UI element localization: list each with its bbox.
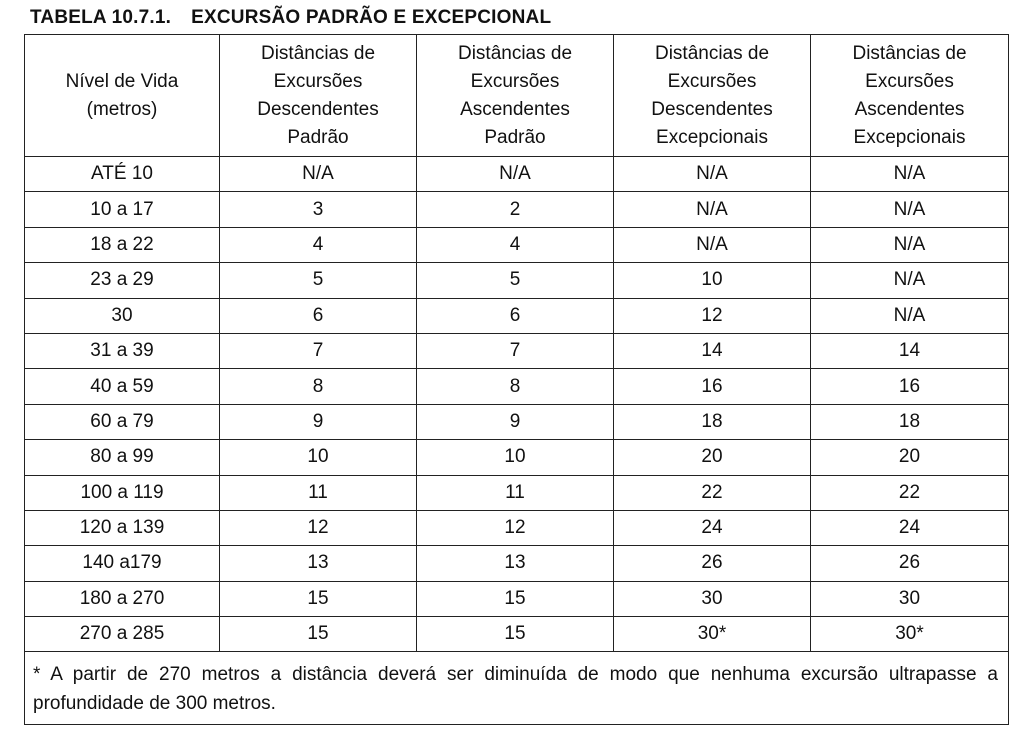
value-cell: 22 [811, 475, 1009, 510]
footnote-row [25, 652, 1009, 725]
value-cell: 5 [220, 263, 417, 298]
column-header-5 [811, 35, 1009, 157]
value-cell: 16 [614, 369, 811, 404]
column-header-line: (metros) [86, 98, 158, 120]
table-footer [25, 652, 1009, 725]
value-cell: 6 [417, 298, 614, 333]
value-cell: 20 [811, 440, 1009, 475]
table-row [25, 404, 1009, 439]
table-title [30, 7, 551, 29]
value-cell: 8 [417, 369, 614, 404]
table-body [25, 157, 1009, 652]
value-cell: 7 [220, 333, 417, 368]
value-cell: 20 [614, 440, 811, 475]
value-cell: 14 [614, 333, 811, 368]
column-header-1 [25, 35, 220, 157]
value-cell: N/A [614, 227, 811, 262]
table-row [25, 510, 1009, 545]
table-row [25, 192, 1009, 227]
level-cell: ATÉ 10 [25, 157, 220, 192]
level-cell: 10 a 17 [25, 192, 220, 227]
value-cell: 26 [614, 546, 811, 581]
column-header-2 [220, 35, 417, 157]
column-header-line: Excepcionais [853, 126, 966, 148]
value-cell: 5 [417, 263, 614, 298]
value-cell: 3 [220, 192, 417, 227]
value-cell: 10 [614, 263, 811, 298]
table-row [25, 333, 1009, 368]
value-cell: N/A [811, 227, 1009, 262]
value-cell: 30 [614, 581, 811, 616]
table-row [25, 263, 1009, 298]
value-cell: 7 [417, 333, 614, 368]
level-cell: 40 a 59 [25, 369, 220, 404]
table-title-text: EXCURSÃO PADRÃO E EXCEPCIONAL [191, 7, 552, 28]
value-cell: 26 [811, 546, 1009, 581]
table-row [25, 617, 1009, 652]
value-cell: 18 [614, 404, 811, 439]
column-header-3 [417, 35, 614, 157]
value-cell: 16 [811, 369, 1009, 404]
table-row [25, 369, 1009, 404]
table-row [25, 475, 1009, 510]
column-header-line: Excursões [273, 70, 363, 92]
column-header-line: Padrão [287, 126, 349, 148]
column-header-line: Ascendentes [460, 98, 570, 120]
table-row [25, 440, 1009, 475]
value-cell: N/A [614, 192, 811, 227]
level-cell: 80 a 99 [25, 440, 220, 475]
value-cell: N/A [417, 157, 614, 192]
level-cell: 270 a 285 [25, 617, 220, 652]
value-cell: 15 [220, 581, 417, 616]
header-row [25, 35, 1009, 157]
table-row [25, 546, 1009, 581]
excursion-table [24, 34, 1009, 725]
value-cell: 4 [220, 227, 417, 262]
level-cell: 100 a 119 [25, 475, 220, 510]
column-header-line: Nível de Vida [65, 70, 179, 92]
value-cell: N/A [811, 192, 1009, 227]
value-cell: N/A [811, 157, 1009, 192]
column-header-line: Excursões [470, 70, 560, 92]
table-row [25, 298, 1009, 333]
table-footnote: * A partir de 270 metros a distância deverá ser diminuída de modo que nenhuma excursão ultrapasse a profundidade de 300 metros. [25, 652, 1009, 725]
value-cell: 9 [220, 404, 417, 439]
table-row [25, 581, 1009, 616]
column-header-line: Excursões [667, 70, 757, 92]
column-header-line: Ascendentes [854, 98, 965, 120]
value-cell: 12 [614, 298, 811, 333]
level-cell: 30 [25, 298, 220, 333]
level-cell: 23 a 29 [25, 263, 220, 298]
table-row [25, 157, 1009, 192]
value-cell: 13 [417, 546, 614, 581]
level-cell: 140 a179 [25, 546, 220, 581]
value-cell: 15 [220, 617, 417, 652]
column-header-line: Distâncias de [457, 42, 573, 64]
value-cell: 14 [811, 333, 1009, 368]
value-cell: N/A [220, 157, 417, 192]
level-cell: 60 a 79 [25, 404, 220, 439]
value-cell: 11 [417, 475, 614, 510]
column-header-line: Distâncias de [654, 42, 770, 64]
value-cell: 2 [417, 192, 614, 227]
column-header-line: Excepcionais [656, 126, 768, 148]
value-cell: 6 [220, 298, 417, 333]
value-cell: 22 [614, 475, 811, 510]
level-cell: 120 a 139 [25, 510, 220, 545]
value-cell: 8 [220, 369, 417, 404]
value-cell: 12 [220, 510, 417, 545]
column-header-line: Distâncias de [852, 42, 967, 64]
value-cell: 24 [811, 510, 1009, 545]
value-cell: 10 [417, 440, 614, 475]
column-header-4 [614, 35, 811, 157]
column-header-line: Distâncias de [260, 42, 376, 64]
level-cell: 180 a 270 [25, 581, 220, 616]
value-cell: 11 [220, 475, 417, 510]
value-cell: 24 [614, 510, 811, 545]
value-cell: N/A [811, 263, 1009, 298]
value-cell: 30* [614, 617, 811, 652]
value-cell: 15 [417, 617, 614, 652]
table-number: TABELA 10.7.1. [30, 7, 172, 28]
level-cell: 31 a 39 [25, 333, 220, 368]
column-header-line: Descendentes [257, 98, 379, 120]
value-cell: 12 [417, 510, 614, 545]
value-cell: 30 [811, 581, 1009, 616]
value-cell: 18 [811, 404, 1009, 439]
table-header [25, 35, 1009, 157]
level-cell: 18 a 22 [25, 227, 220, 262]
table-row [25, 227, 1009, 262]
value-cell: 13 [220, 546, 417, 581]
column-header-line: Padrão [484, 126, 546, 148]
column-header-line: Descendentes [651, 98, 773, 120]
column-header-line: Excursões [865, 70, 954, 92]
value-cell: 9 [417, 404, 614, 439]
value-cell: 30* [811, 617, 1009, 652]
value-cell: N/A [614, 157, 811, 192]
value-cell: N/A [811, 298, 1009, 333]
value-cell: 4 [417, 227, 614, 262]
value-cell: 15 [417, 581, 614, 616]
value-cell: 10 [220, 440, 417, 475]
